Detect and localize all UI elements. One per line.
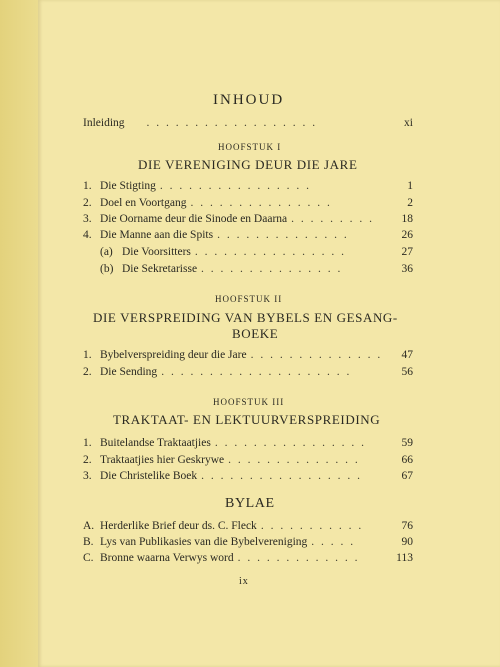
chapter-1-heading: HOOFSTUK I: [218, 142, 282, 152]
contents-title: INHOUD: [213, 92, 285, 108]
chapter-2-title-line1: DIE VERSPREIDING VAN BYBELS EN GESANG-: [93, 310, 398, 325]
intro-page: xi: [404, 117, 413, 129]
book-gutter: [0, 0, 38, 667]
appendix-title: BYLAE: [225, 496, 275, 511]
chapter-2-heading: HOOFSTUK II: [215, 294, 283, 304]
ch1-subentry: (b) Die Sekretarisse . . . . . . . . . . . . . . . 36: [100, 263, 413, 275]
ch1-subentry: (a) Die Voorsitters . . . . . . . . . . . . . . . . 27: [100, 246, 413, 258]
ch2-entry: 2. Die Sending . . . . . . . . . . . . . . . . . . . . 56: [83, 366, 413, 378]
ch3-entry: 3. Die Christelike Boek . . . . . . . . . . . . . . . . . 67: [83, 470, 413, 482]
ch3-entry: 1. Buitelandse Traktaatjies . . . . . . . . . . . . . . . . 59: [83, 437, 413, 449]
intro-entry: [83, 117, 413, 131]
intro-label: Inleiding: [83, 117, 125, 129]
chapter-2-title-line2: BOEKE: [232, 326, 279, 341]
ch1-entry: 3. Die Oorname deur die Sinode en Daarna . . . . . . . . . 18: [83, 213, 413, 225]
chapter-3-heading: HOOFSTUK III: [213, 397, 285, 407]
appendix-entry: C. Bronne waarna Verwys word . . . . . . . . . . . . . 113: [83, 552, 413, 564]
chapter-3-title: TRAKTAAT- EN LEKTUURVERSPREIDING: [113, 412, 381, 427]
appendix-entry: B. Lys van Publikasies van die Bybelvereniging . . . . . 90: [83, 536, 413, 548]
chapter-1-title: DIE VERENIGING DEUR DIE JARE: [138, 157, 358, 172]
page-number: ix: [239, 576, 249, 587]
ch2-entry: 1. Bybelverspreiding deur die Jare . . . . . . . . . . . . . . 47: [83, 349, 413, 361]
ch1-entry: 1. Die Stigting . . . . . . . . . . . . . . . . 1: [83, 180, 413, 192]
intro-leader: . . . . . . . . . . . . . . . . . .: [146, 117, 318, 129]
ch1-entry: 2. Doel en Voortgang . . . . . . . . . . . . . . . 2: [83, 197, 413, 209]
appendix-entry: A. Herderlike Brief deur ds. C. Fleck . . . . . . . . . . . 76: [83, 520, 413, 532]
ch3-entry: 2. Traktaatjies hier Geskrywe . . . . . . . . . . . . . . 66: [83, 454, 413, 466]
ch1-entry: 4. Die Manne aan die Spits . . . . . . . . . . . . . . 26: [83, 229, 413, 241]
